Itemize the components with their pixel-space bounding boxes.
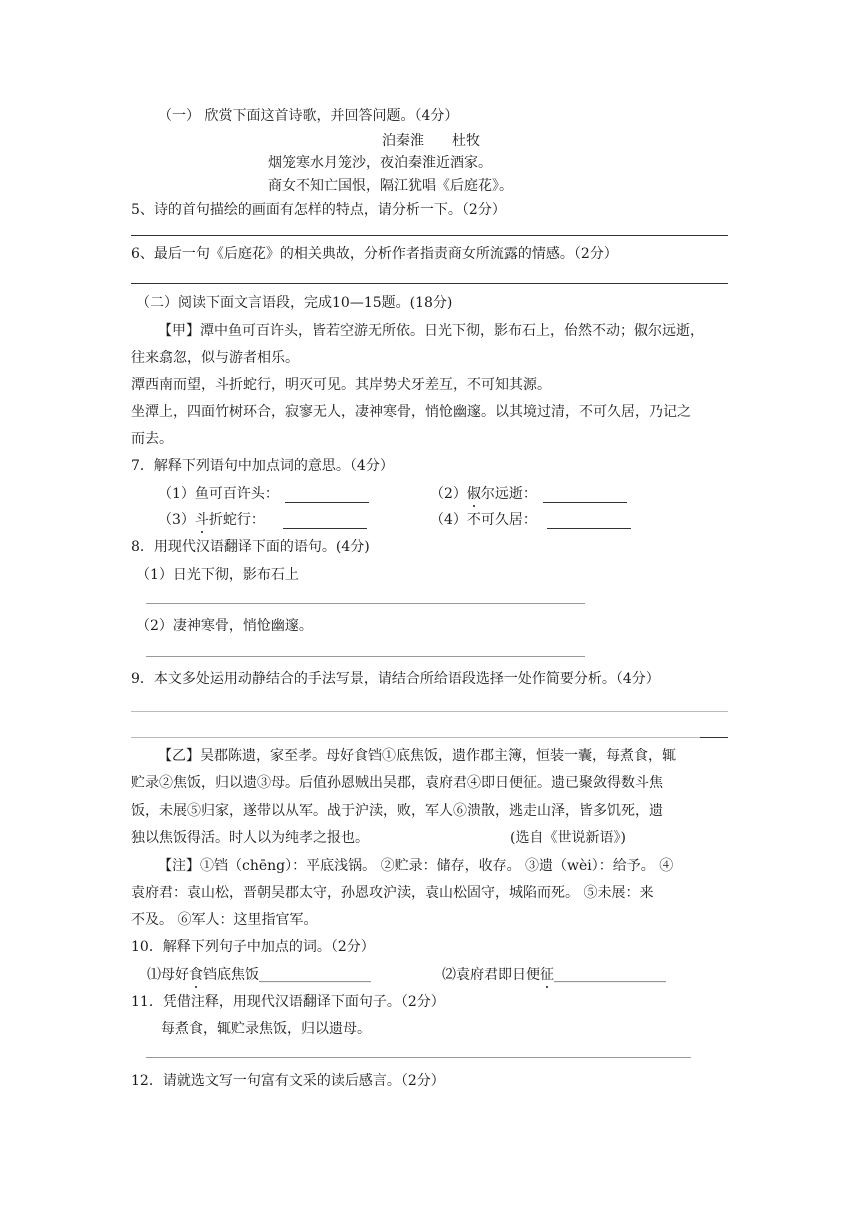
q7-item-2-post: 尔远逝： bbox=[480, 486, 537, 502]
q7-item-1-label: （1）鱼可百许头： bbox=[158, 486, 279, 502]
q10-item-2-dotted-word: 征 bbox=[540, 967, 554, 983]
q7-item-2 bbox=[430, 485, 627, 503]
question-9: 9．本文多处运用动静结合的手法写景，请结合所给语段选择一处作简要分析。（4分） bbox=[131, 671, 660, 687]
q7-item-2-blank[interactable] bbox=[543, 488, 627, 503]
passage-yi-source: (选自《世说新语》) bbox=[510, 830, 626, 846]
answer-line-q11[interactable] bbox=[146, 1057, 691, 1058]
passage-yi-line-3: 饭，未展⑤归家，遂带以从军。战于沪渎，败，军人⑥溃散，逃走山泽，皆多饥死，遗 bbox=[131, 803, 663, 819]
q10-item-1-pre: ⑴母好 bbox=[147, 967, 189, 983]
answer-line-q6[interactable] bbox=[131, 283, 728, 284]
answer-line-q8-2[interactable] bbox=[146, 656, 585, 657]
q7-item-3-post: 折蛇行： bbox=[208, 512, 265, 528]
passage-jia-line-4: 坐潭上，四面竹树环合，寂寥无人，凄神寒骨，悄怆幽邃。以其境过清，不可久居，乃记之 bbox=[131, 404, 691, 420]
poem-line-2: 商女不知亡国恨，隔江犹唱《后庭花》。 bbox=[268, 178, 513, 194]
q7-item-4 bbox=[430, 511, 631, 529]
q11-sentence: 每煮食，辄贮录焦饭，归以遗母。 bbox=[161, 1021, 371, 1037]
q8-item-1: （1）日光下彻，影布石上 bbox=[136, 567, 299, 583]
q10-item-1-blank[interactable]: ________________ bbox=[259, 967, 371, 983]
q10-item-1 bbox=[147, 966, 371, 984]
q10-item-2-pre: ⑵袁府君即日便 bbox=[442, 967, 540, 983]
passage-jia-line-1: 【甲】潭中鱼可百许头，皆若空游无所依。日光下彻，影布石上，佁然不动；俶尔远逝， bbox=[158, 323, 704, 339]
q7-item-2-dotted-word: 俶 bbox=[466, 486, 481, 502]
note-line-1: 【注】①铛（chēng）：平底浅锅。 ②贮录：储存，收存。 ③遗（wèi）：给予。 ④ bbox=[158, 858, 674, 874]
question-8: 8．用现代汉语翻译下面的语句。(4分) bbox=[131, 539, 370, 555]
q7-item-2-pre: （2） bbox=[430, 486, 467, 502]
note-line-2: 袁府君：袁山松，晋朝吴郡太守，孙恩攻沪渎，袁山松固守，城陷而死。 ⑤未展：来 bbox=[131, 885, 654, 901]
question-12: 12．请就选文写一句富有文采的读后感言。（2分） bbox=[131, 1073, 445, 1089]
q10-item-1-post: 铛底焦饭 bbox=[203, 967, 259, 983]
passage-yi-line-4: 独以焦饭得活。时人以为纯孝之报也。 bbox=[131, 830, 369, 846]
passage-jia-line-3: 潭西南而望，斗折蛇行，明灭可见。其岸势犬牙差互，不可知其源。 bbox=[131, 377, 551, 393]
q10-item-2-blank[interactable]: ________________ bbox=[554, 967, 666, 983]
section1-header: （一） 欣赏下面这首诗歌，并回答问题。（4分） bbox=[158, 108, 459, 124]
question-11: 11．凭借注释，用现代汉语翻译下面句子。（2分） bbox=[131, 994, 445, 1010]
passage-jia-line-5: 而去。 bbox=[131, 431, 173, 447]
q10-item-1-dotted-word: 食 bbox=[189, 967, 203, 983]
q8-item-2: （2）凄神寒骨，悄怆幽邃。 bbox=[136, 618, 313, 634]
q7-item-3-blank[interactable] bbox=[283, 514, 367, 529]
q7-item-4-label: （4）不可久居： bbox=[430, 512, 537, 528]
passage-yi-line-2: 贮录②焦饭，归以遗③母。后值孙恩贼出吴郡，袁府君④即日便征。遗已聚敛得数斗焦 bbox=[131, 775, 663, 791]
question-5: 5、诗的首句描绘的画面有怎样的特点，请分析一下。（2分） bbox=[131, 202, 506, 218]
question-7: 7．解释下列语句中加点词的意思。（4分） bbox=[131, 458, 394, 474]
q10-item-2 bbox=[442, 966, 666, 984]
poem-title: 泊秦淮 杜牧 bbox=[382, 133, 480, 149]
q7-item-4-blank[interactable] bbox=[547, 514, 631, 529]
q7-item-3-pre: （3） bbox=[158, 512, 195, 528]
passage-jia-line-2: 往来翕忽，似与游者相乐。 bbox=[131, 350, 299, 366]
answer-line-q9-1[interactable] bbox=[131, 711, 728, 712]
question-10: 10．解释下列句子中加点的词。（2分） bbox=[131, 939, 375, 955]
q7-item-3-dotted-word: 斗 bbox=[194, 512, 209, 528]
answer-line-q8-1[interactable] bbox=[146, 603, 585, 604]
answer-line-q9-end bbox=[700, 737, 728, 738]
answer-line-q9-2[interactable] bbox=[131, 737, 728, 738]
q7-item-3 bbox=[158, 511, 367, 529]
passage-yi-line-1: 【乙】吴郡陈遗，家至孝。母好食铛①底焦饭，遗作郡主簿，恒装一囊，每煮食，辄 bbox=[158, 748, 676, 764]
answer-line-q5[interactable] bbox=[131, 235, 728, 236]
note-line-3: 不及。 ⑥军人：这里指官军。 bbox=[131, 912, 318, 928]
question-6: 6、最后一句《后庭花》的相关典故，分析作者指责商女所流露的情感。（2分） bbox=[131, 246, 618, 262]
section2-header: （二）阅读下面文言语段，完成10—15题。(18分) bbox=[136, 295, 453, 311]
poem-line-1: 烟笼寒水月笼沙，夜泊秦淮近酒家。 bbox=[268, 155, 492, 171]
q7-item-1-blank[interactable] bbox=[285, 488, 369, 503]
q7-item-1 bbox=[158, 485, 369, 503]
